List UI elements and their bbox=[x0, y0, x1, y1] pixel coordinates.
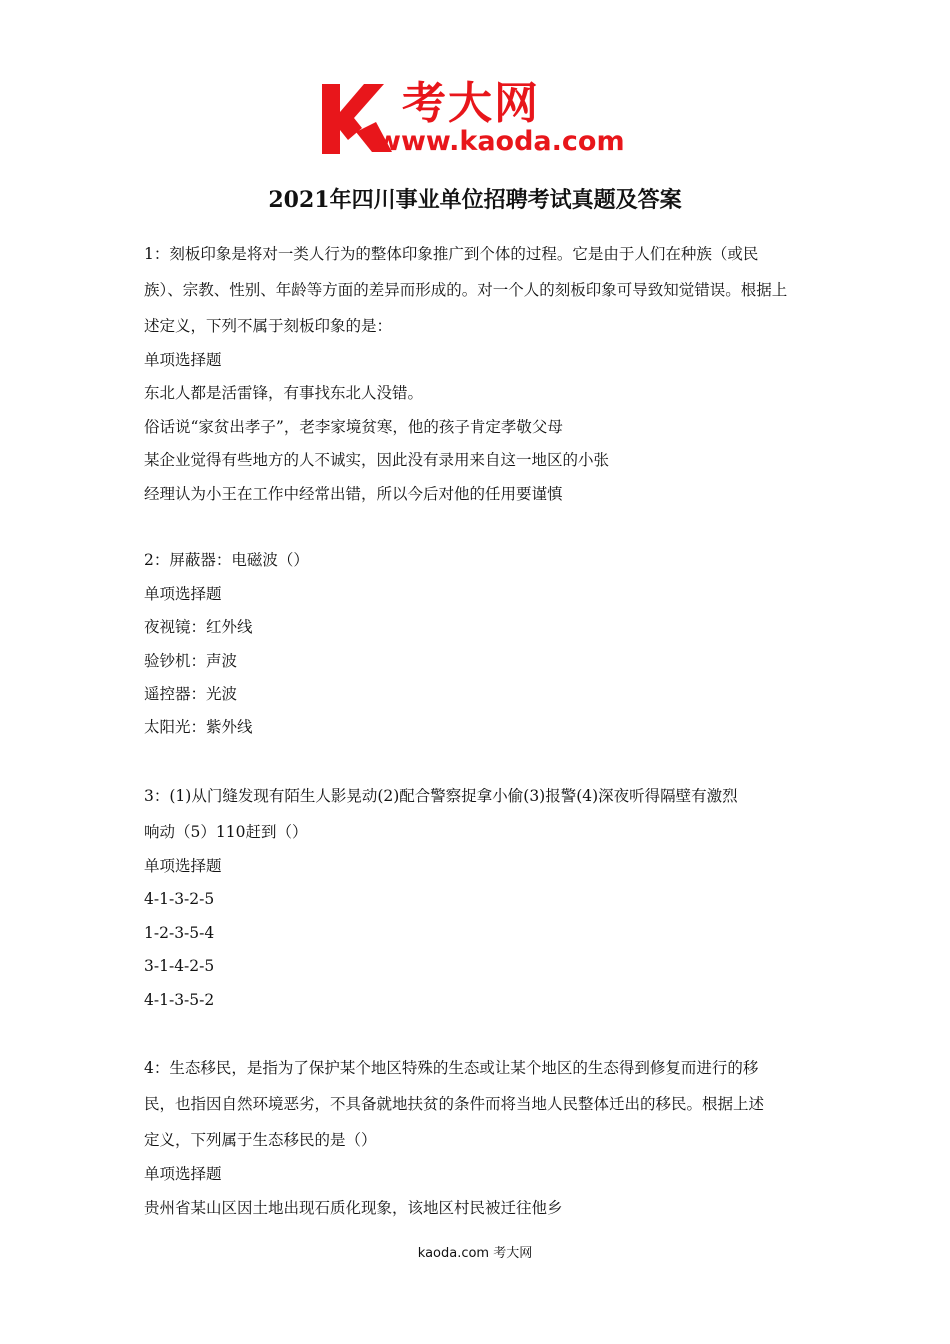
question-type: 单项选择题 bbox=[144, 351, 222, 369]
question-4 bbox=[144, 1050, 809, 1225]
question-stem-line: 族）、宗教、性别、年龄等方面的差异而形成的。对一个人的刻板印象可导致知觉错误。根据上 bbox=[144, 281, 788, 299]
question-stem-line: 1：刻板印象是将对一类人行为的整体印象推广到个体的过程。它是由于人们在种族（或民 bbox=[144, 245, 759, 263]
spacer bbox=[144, 1017, 809, 1050]
question-3 bbox=[144, 778, 809, 1017]
question-stem-line: 民，也指因自然环境恶劣，不具备就地扶贫的条件而将当地人民整体迁出的移民。根据上述 bbox=[144, 1095, 765, 1114]
option-item: 俗话说“家贫出孝子”，老李家境贫寒，他的孩子肯定孝敬父母 bbox=[144, 417, 563, 436]
option-item: 4-1-3-5-2 bbox=[144, 990, 215, 1009]
logo-url-text: www.kaoda.com bbox=[376, 126, 625, 157]
spacer bbox=[144, 745, 809, 778]
option-item: 遥控器：光波 bbox=[144, 684, 238, 703]
option-item: 贵州省某山区因土地出现石质化现象，该地区村民被迁往他乡 bbox=[144, 1198, 563, 1217]
page-title: 2021年四川事业单位招聘考试真题及答案 bbox=[268, 187, 682, 213]
question-stem-line: 2：屏蔽器：电磁波（） bbox=[144, 551, 309, 570]
option-item: 太阳光：紫外线 bbox=[144, 718, 253, 737]
question-stem-line: 响动（5）110赶到（） bbox=[144, 823, 308, 842]
kaoda-logo bbox=[318, 78, 638, 162]
spacer bbox=[144, 511, 809, 544]
page-footer: kaoda.com 考大网 bbox=[417, 1246, 533, 1261]
option-item: 夜视镜：红外线 bbox=[144, 618, 253, 637]
question-stem-line: 4：生态移民，是指为了保护某个地区特殊的生态或让某个地区的生态得到修复而进行的移 bbox=[144, 1059, 759, 1078]
option-item: 1-2-3-5-4 bbox=[144, 923, 215, 942]
logo-chinese-text: 考大网 bbox=[402, 78, 540, 129]
option-item: 3-1-4-2-5 bbox=[144, 957, 215, 976]
question-2 bbox=[144, 544, 809, 744]
question-stem-line: 述定义，下列不属于刻板印象的是： bbox=[144, 317, 393, 335]
option-item: 某企业觉得有些地方的人不诚实，因此没有录用来自这一地区的小张 bbox=[144, 451, 610, 470]
question-stem-line: 3：(1)从门缝发现有陌生人影晃动(2)配合警察捉拿小偷(3)报警(4)深夜听得隔壁有激烈 bbox=[144, 787, 738, 806]
option-item: 经理认为小王在工作中经常出错，所以今后对他的任用要谨慎 bbox=[144, 484, 563, 503]
question-stem-line: 定义，下列属于生态移民的是（） bbox=[144, 1131, 377, 1150]
option-item: 验钞机：声波 bbox=[144, 651, 238, 670]
question-type: 单项选择题 bbox=[144, 584, 222, 603]
question-1 bbox=[144, 236, 809, 511]
option-item: 4-1-3-2-5 bbox=[144, 890, 215, 909]
question-type: 单项选择题 bbox=[144, 857, 222, 876]
option-item: 东北人都是活雷锋，有事找东北人没错。 bbox=[144, 384, 424, 403]
question-type: 单项选择题 bbox=[144, 1165, 222, 1184]
questions-content bbox=[144, 236, 809, 1225]
